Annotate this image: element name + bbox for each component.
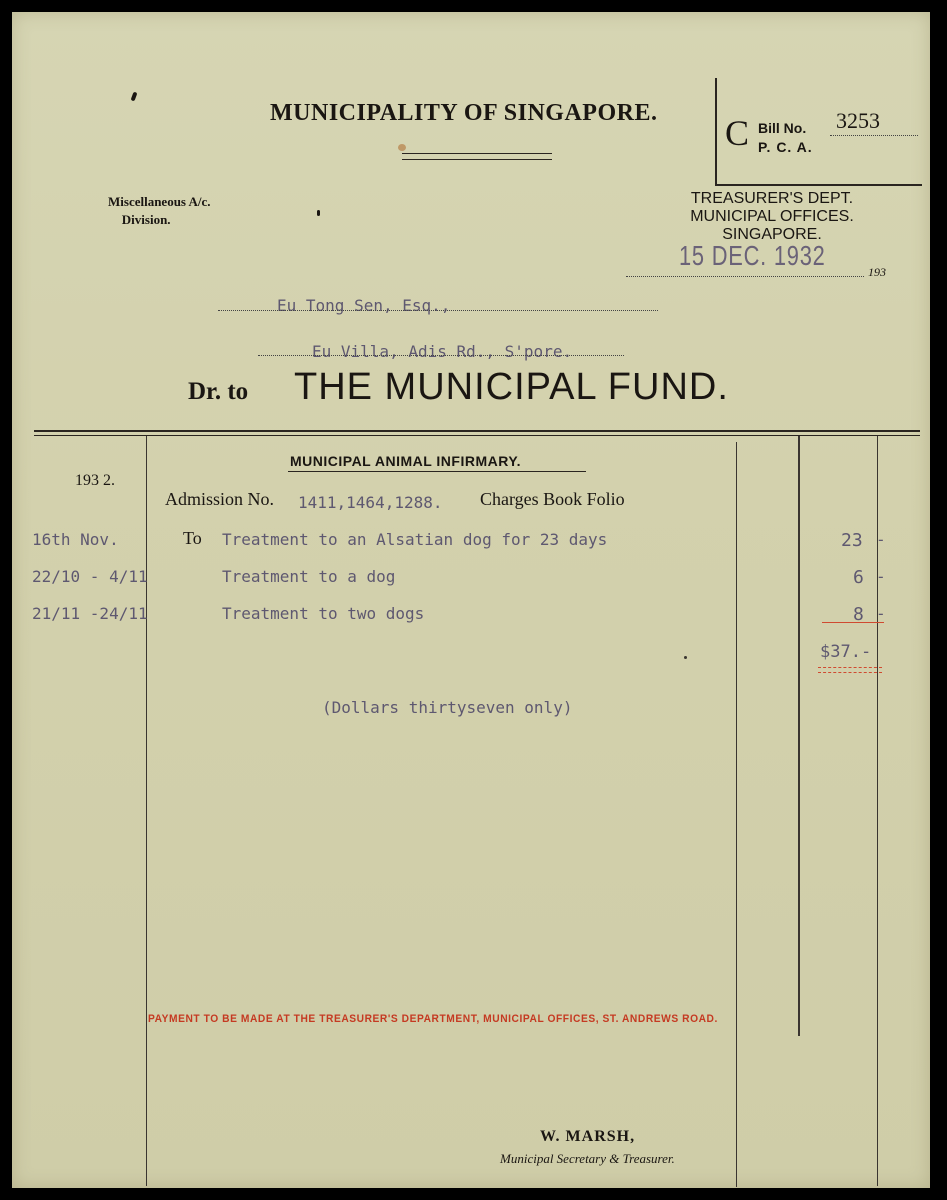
item-date: 22/10 - 4/11	[32, 567, 148, 586]
bill-no-dotted-line	[830, 135, 918, 136]
item-date: 16th Nov.	[32, 530, 119, 549]
item-prefix: To	[183, 528, 202, 548]
dr-to-label: Dr. to	[188, 378, 249, 405]
addressee-name: Eu Tong Sen, Esq.,	[277, 296, 451, 315]
pca-label: P. C. A.	[758, 139, 813, 155]
item-cents: -	[876, 604, 886, 623]
signatory-name: W. MARSH,	[540, 1128, 636, 1145]
section-heading: MUNICIPAL ANIMAL INFIRMARY.	[290, 453, 522, 469]
addressee-address: Eu Villa, Adis Rd., S'pore.	[312, 342, 573, 361]
dot-mark	[684, 656, 687, 659]
date-dotted-line	[626, 276, 864, 277]
city: SINGAPORE.	[722, 226, 822, 243]
bill-no-label: Bill No.	[758, 120, 807, 136]
amount-in-words: (Dollars thirtyseven only)	[322, 698, 573, 717]
year-suffix: 193	[868, 265, 886, 279]
bill-year: 193 2.	[75, 472, 115, 489]
item-description: Treatment to two dogs	[222, 604, 425, 623]
date-stamp: 15 DEC. 1932	[679, 240, 826, 271]
date-column-divider	[146, 436, 147, 1186]
bill-no-value: 3253	[836, 108, 880, 133]
description-column-divider	[736, 442, 737, 1187]
treasurer-address	[672, 190, 872, 244]
payment-note: PAYMENT TO BE MADE AT THE TREASURER'S DEPARTMENT, MUNICIPAL OFFICES, ST. ANDREWS ROAD.	[148, 1013, 718, 1025]
division-line: Division.	[121, 212, 171, 227]
admission-numbers: 1411,1464,1288.	[298, 493, 443, 512]
section-underline	[288, 471, 586, 472]
item-description: Treatment to an Alsatian dog for 23 days	[222, 530, 608, 549]
municipal-offices: MUNICIPAL OFFICES.	[690, 208, 854, 225]
municipality-title: MUNICIPALITY OF SINGAPORE.	[270, 100, 658, 126]
folio-label: Charges Book Folio	[480, 489, 625, 509]
account-line: Miscellaneous A/c.	[108, 194, 211, 209]
total-double-rule	[818, 667, 882, 673]
bill-prefix: C	[725, 113, 750, 153]
item-amount: 8	[853, 604, 864, 625]
ink-speck	[131, 92, 138, 102]
table-top-rule	[34, 430, 920, 436]
item-amount: 6	[853, 567, 864, 588]
sum-rule	[822, 622, 884, 623]
item-cents: -	[876, 567, 886, 586]
bill-total: $37.-	[820, 642, 872, 662]
item-amount: 23	[841, 530, 863, 551]
admission-label: Admission No.	[165, 489, 275, 509]
title-underline	[402, 153, 552, 160]
treasurer-dept: TREASURER'S DEPT.	[690, 190, 854, 207]
item-cents: -	[876, 530, 886, 549]
addressee-dotted-line	[218, 310, 658, 311]
ink-speck	[317, 210, 320, 216]
stain-mark	[398, 144, 406, 151]
item-date: 21/11 -24/11	[32, 604, 148, 623]
municipal-fund-heading: THE MUNICIPAL FUND.	[294, 366, 729, 408]
amount-column-divider	[798, 436, 803, 1036]
address-dotted-line	[258, 355, 624, 356]
item-description: Treatment to a dog	[222, 567, 396, 586]
bill-document	[12, 12, 930, 1188]
signatory-title: Municipal Secretary & Treasurer.	[500, 1151, 675, 1166]
account-division	[108, 193, 211, 229]
